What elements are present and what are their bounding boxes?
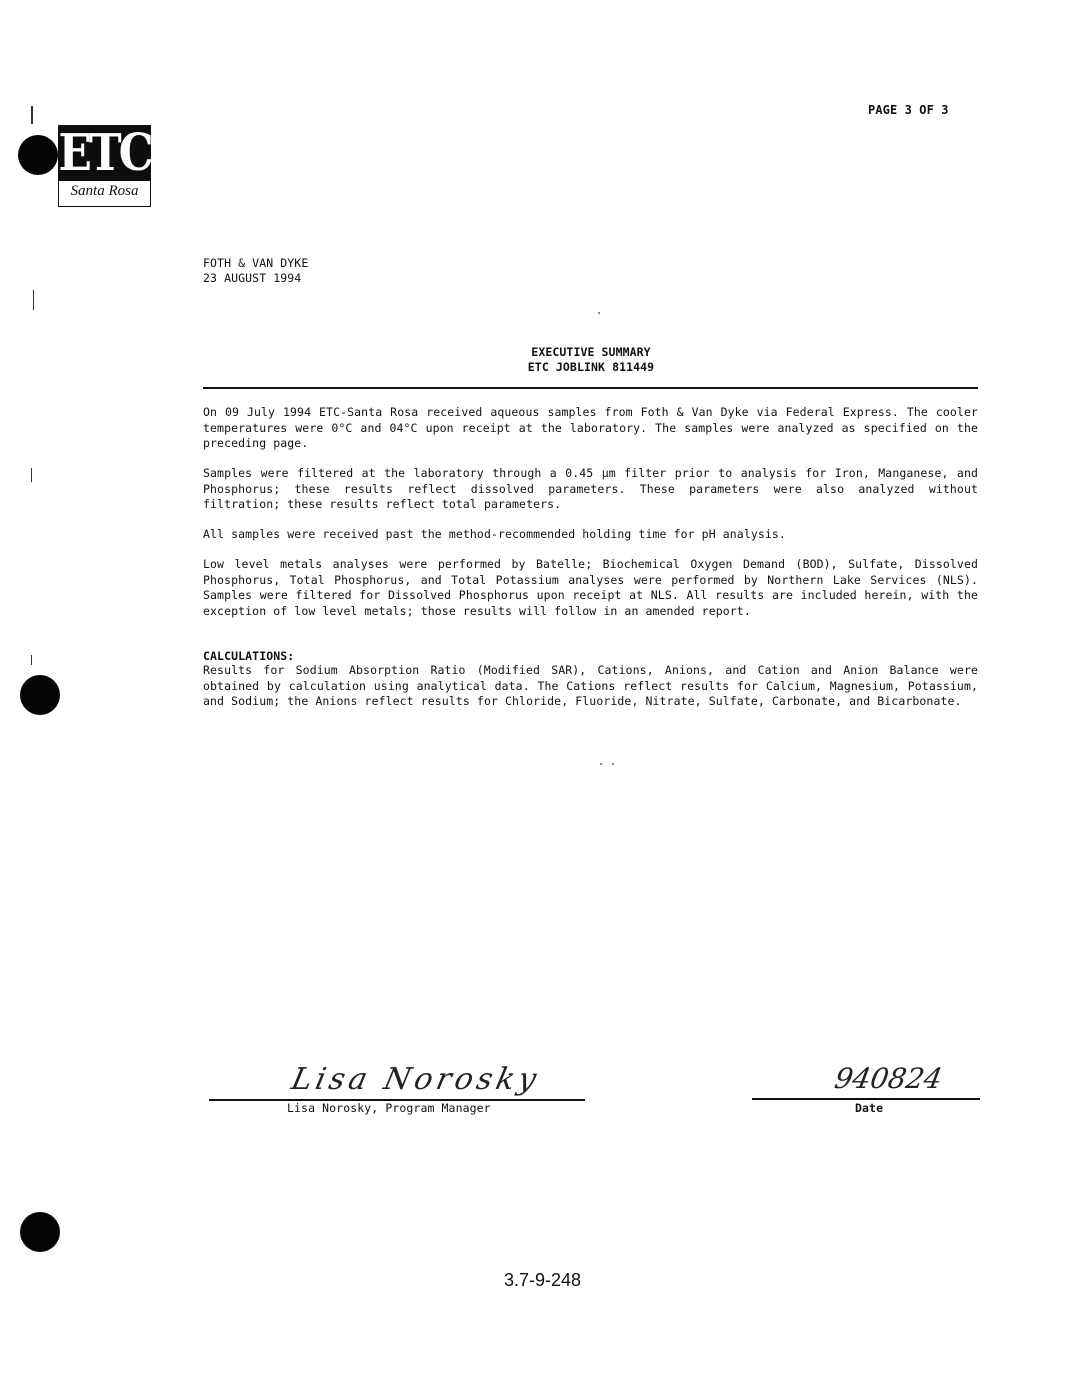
paragraph-filtration: Samples were filtered at the laboratory through a 0.45 µm filter prior to analysis for Iron, Manganese, and Phosphorus; these results reflect dissolved parameters. These parameters were also analyzed without filtration; these results reflect total parameters.: [203, 466, 978, 511]
binder-hole-bottom: [20, 1212, 60, 1252]
company-logo: [58, 125, 151, 207]
scan-speck: [612, 763, 614, 765]
calculations-heading: CALCULATIONS:: [203, 649, 295, 663]
logo-subtitle: Santa Rosa: [70, 183, 139, 199]
binder-hole-middle: [20, 675, 60, 715]
scan-speck: [600, 763, 602, 765]
title-line-1: EXECUTIVE SUMMARY: [531, 345, 651, 359]
scan-mark: [33, 290, 34, 310]
scan-mark: [31, 655, 32, 665]
binder-hole-top: [18, 135, 58, 175]
client-name: FOTH & VAN DYKE: [203, 256, 309, 270]
address-block: [203, 256, 308, 286]
paragraph-holding-time: All samples were received past the method-recommended holding time for pH analysis.: [203, 527, 786, 541]
date-line: [752, 1098, 980, 1100]
calculations-body: Results for Sodium Absorption Ratio (Modified SAR), Cations, Anions, and Cation and Anion Balance were obtained by calculation using analytical data. The Cations reflect results for Calcium, Magnesium, Potassium, and Sodium; the Anions reflect results for Chloride, Fluoride, Nitrate, Sulfate, Carbonate, and Bicarbonate.: [203, 663, 978, 708]
paragraph-subcontract: Low level metals analyses were performed by Batelle; Biochemical Oxygen Demand (BOD), Sulfate, Dissolved Phosphorus, Total Phosphorus, and Total Potassium analyses were performed by Northern Lake Services (NLS). Samples were filtered for Dissolved Phosphorus upon receipt at NLS. All results are included herein, with the exception of low level metals; those results will follow in an amended report.: [203, 557, 978, 618]
title-line-2: ETC JOBLINK 811449: [527, 360, 655, 374]
date-caption: Date: [855, 1101, 884, 1115]
scan-mark: [31, 106, 33, 124]
logo-mark: ETC: [58, 123, 151, 183]
handwritten-date: 940824: [832, 1062, 945, 1095]
logo-mark-block: [58, 123, 151, 183]
document-title: [403, 345, 779, 375]
page-indicator: PAGE 3 OF 3: [868, 103, 949, 117]
document-number: 3.7-9-248: [504, 1270, 582, 1290]
title-divider: [203, 387, 978, 389]
report-date: 23 AUGUST 1994: [203, 271, 302, 285]
scan-mark: [31, 468, 32, 482]
paragraph-receipt: On 09 July 1994 ETC-Santa Rosa received aqueous samples from Foth & Van Dyke via Federal Express. The cooler temperatures were 0°C and 04°C upon receipt at the laboratory. The samples were analyzed as specified on the preceding page.: [203, 405, 978, 450]
scan-speck: [598, 312, 600, 314]
signature: Lisa Norosky: [288, 1062, 544, 1097]
signature-caption: Lisa Norosky, Program Manager: [287, 1101, 491, 1115]
